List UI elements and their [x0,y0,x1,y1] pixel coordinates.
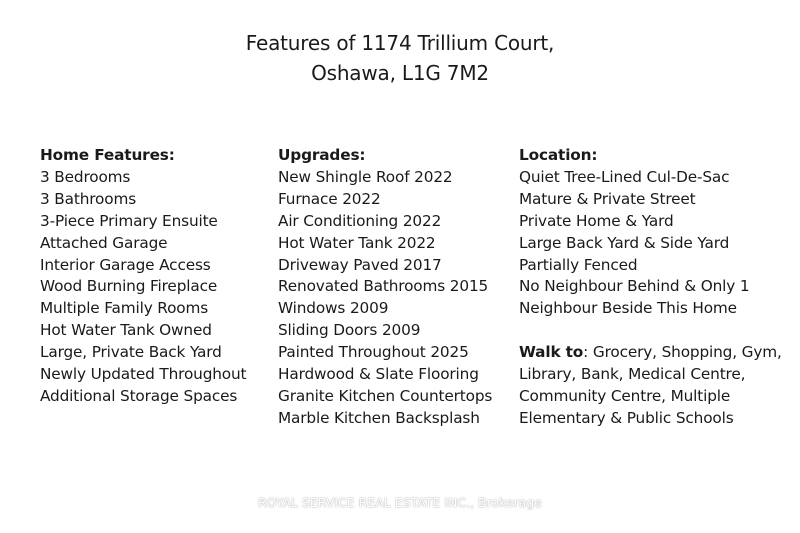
list-item: Library, Bank, Medical Centre, [519,365,746,384]
list-item: Wood Burning Fireplace [40,277,218,296]
list-item: Hardwood & Slate Flooring [278,365,479,384]
list-item: Neighbour Beside This Home [519,299,737,318]
list-item: New Shingle Roof 2022 [278,167,453,186]
list-item: Multiple Family Rooms [40,299,209,318]
list-item: Mature & Private Street [519,189,696,208]
list-item: Quiet Tree-Lined Cul-De-Sac [519,167,730,186]
list-item: No Neighbour Behind & Only 1 [519,277,750,296]
walk-to-label: Walk to [519,343,584,362]
list-item: Large Back Yard & Side Yard [519,233,730,252]
list-item: Hot Water Tank 2022 [278,233,436,252]
list-item: Attached Garage [40,233,168,252]
list-item: Marble Kitchen Backsplash [278,408,480,427]
spacer [519,320,782,342]
list-item: 3 Bedrooms [40,167,131,186]
list-item: Driveway Paved 2017 [278,255,442,274]
list-item: Air Conditioning 2022 [278,211,442,230]
list-item: Windows 2009 [278,299,389,318]
list-item: Hot Water Tank Owned [40,321,212,340]
list-item: Furnace 2022 [278,189,381,208]
title-line-2: Oshawa, L1G 7M2 [311,61,489,85]
location-heading: Location: [519,146,598,164]
upgrades-heading: Upgrades: [278,146,366,164]
list-item: Granite Kitchen Countertops [278,386,493,405]
list-item: Sliding Doors 2009 [278,321,421,340]
walk-to-text: : Grocery, Shopping, Gym, [583,343,782,362]
list-item: Large, Private Back Yard [40,343,222,362]
upgrades-column [278,145,492,430]
walk-to-line [519,342,782,364]
home-features-column [40,145,246,408]
list-item: Community Centre, Multiple [519,386,731,405]
list-item: Additional Storage Spaces [40,386,238,405]
list-item: Interior Garage Access [40,255,211,274]
list-item: 3 Bathrooms [40,189,137,208]
title-line-1: Features of 1174 Trillium Court, [245,31,555,55]
page-title [0,28,800,88]
list-item: Renovated Bathrooms 2015 [278,277,489,296]
list-item: Painted Throughout 2025 [278,343,469,362]
list-item: 3-Piece Primary Ensuite [40,211,218,230]
brokerage-watermark: ROYAL SERVICE REAL ESTATE INC., Brokerage [257,495,542,510]
location-column [519,145,782,430]
list-item: Newly Updated Throughout [40,365,247,384]
list-item: Partially Fenced [519,255,638,274]
home-features-heading: Home Features: [40,146,175,164]
list-item: Elementary & Public Schools [519,408,734,427]
list-item: Private Home & Yard [519,211,674,230]
